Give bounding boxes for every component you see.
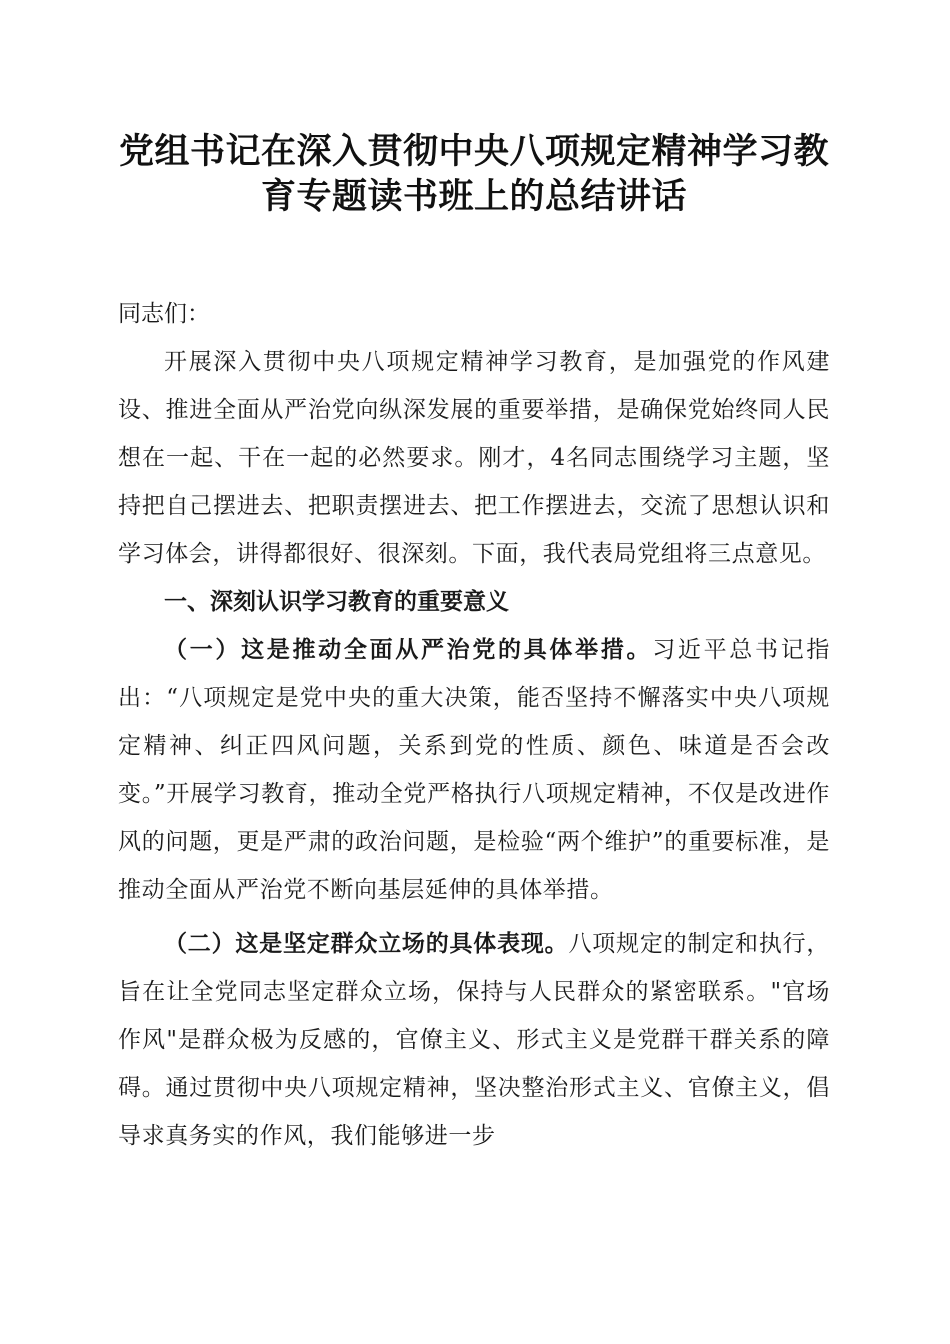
point-lead-1: （一）这是推动全面从严治党的具体举措。 — [164, 636, 653, 663]
intro-paragraph: 开展深入贯彻中央八项规定精神学习教育，是加强党的作风建设、推进全面从严治党向纵深发展的重要举措，是确保党始终同人民想在一起、干在一起的必然要求。刚才，4名同志围绕学习主题，坚持把自己摆进去、把职责摆进去、把工作摆进去，交流了思想认识和学习体会，讲得都很好、很深刻。下面，我代表局党组将三点意见。 — [118, 349, 830, 567]
document-page — [118, 130, 830, 1160]
section-heading-1: 一、深刻认识学习教育的重要意义 — [164, 589, 509, 615]
point-body-1: 习近平总书记指出：“八项规定是党中央的重大决策，能否坚持不懈落实中央八项规定精神、纠正四风问题，关系到党的性质、颜色、味道是否会改变。”开展学习教育，推动全党严格执行八项规定精神，不仅是改进作风的问题，更是严肃的政治问题，是检验“两个维护”的重要标准，是推动全面从严治党不断向基层延伸的具体举措。 — [118, 637, 830, 903]
salutation: 同志们： — [118, 301, 210, 327]
point-paragraph-1 — [118, 626, 830, 914]
title-line-1: 党组书记在深入贯彻中央八项规定精神学习教 — [118, 132, 829, 172]
document-title — [118, 130, 830, 220]
point-body-2: 八项规定的制定和执行，旨在让全党同志坚定群众立场，保持与人民群众的紧密联系。"官场作风"是群众极为反感的，官僚主义、形式主义是党群干群关系的障碍。通过贯彻中央八项规定精神，坚决整治形式主义、官僚主义，倡导求真务实的作风，我们能够进一步 — [118, 931, 830, 1149]
point-lead-2: （二）这是坚定群众立场的具体表现。 — [164, 930, 569, 957]
title-line-2: 育专题读书班上的总结讲话 — [260, 177, 687, 217]
point-paragraph-2 — [118, 920, 830, 1160]
